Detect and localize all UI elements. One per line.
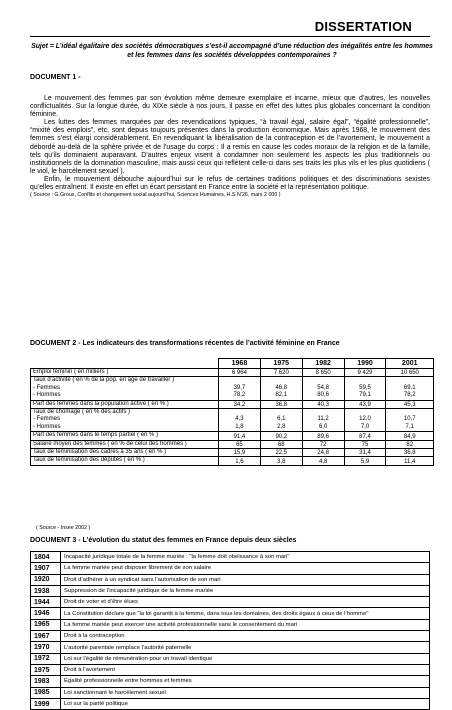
event-text: Loi sur l’égalité de rémunération pour un travail identique — [61, 653, 430, 664]
row-label: Emploi féminin ( en milliers ) — [31, 369, 219, 377]
table-row: Emploi féminin ( en milliers ) 6 964 7 620 8 650 9 429 10 650 — [31, 369, 434, 377]
event-year: 1985 — [31, 687, 61, 698]
history-row — [31, 574, 430, 585]
year-header: 1982 — [302, 359, 344, 369]
event-text: Droit à l’avortement — [61, 664, 430, 675]
event-year: 1938 — [31, 585, 61, 596]
history-row — [31, 619, 430, 630]
row-label: Part des femmes dans le temps partiel ( en % ) — [31, 432, 219, 440]
page-title: DISSERTATION — [314, 19, 412, 34]
doc1-source: ( Source : G.Groux, Conflits et changement social aujourd’hui, Sciences Humaines, H.S N’26, mars 2 000 ) — [30, 192, 281, 199]
year-header: 1990 — [344, 359, 386, 369]
event-text: Droit d’adhérer à un syndicat sans l’autorisation de son mari — [61, 574, 430, 585]
table-row: Taux d’activité ( en % de la pop. en âge de travailler ) - Femmes - Hommes 39,7 78,2 46,8 82,1 54,8 80,6 59,5 79,1 69,1 78,2 — [31, 377, 434, 400]
event-text: Suppression de l’incapacité juridique de la femme mariée — [61, 585, 430, 596]
event-year: 1804 — [31, 552, 61, 563]
event-text: La Constitution déclare que "la loi garantit à la femme, dans tous les domaines, des droits égaux à ceux de l’homme" — [61, 608, 430, 619]
history-row — [31, 563, 430, 574]
table-row: Part des femmes dans le temps partiel ( en % ) 91,4 90,2 89,6 87,4 84,9 — [31, 432, 434, 440]
event-text: Égalité professionnelle entre hommes et femmes — [61, 676, 430, 687]
history-row — [31, 664, 430, 675]
history-row — [31, 631, 430, 642]
row-label: Part des femmes dans la population active ( en % ) — [31, 400, 219, 408]
doc1-paragraph: Enfin, le mouvement débouche aujourd’hui sur le refus de certaines traditions politiques et des discriminations sexistes qu’elles entraînent. Il existe en effet un écart persistant en France entre la société et la représentation politique. — [30, 175, 430, 192]
history-row — [31, 608, 430, 619]
event-text: Droit à la contraception — [61, 631, 430, 642]
history-row — [31, 687, 430, 698]
table-row: Part des femmes dans la population active ( en % ) 34,2 36,8 40,3 43,9 45,3 — [31, 400, 434, 408]
subject: Sujet = L’idéal égalitaire des sociétés démocratiques s’est-il accompagné d’une réduction des inégalités entre les hommes et les femmes dans les sociétés développées contemporaines ? — [31, 43, 433, 59]
year-header: 2001 — [386, 359, 434, 369]
event-text: La femme mariée peut disposer librement de son salaire — [61, 563, 430, 574]
row-label: Taux d’activité ( en % de la pop. en âge de travailler ) - Femmes - Hommes — [31, 377, 219, 400]
event-year: 1920 — [31, 574, 61, 585]
event-year: 1972 — [31, 653, 61, 664]
year-header: 1975 — [260, 359, 302, 369]
event-year: 1967 — [31, 631, 61, 642]
table-row: Taux de chômage ( en % des actifs ) - Femmes - Hommes 4,3 1,8 6,1 2,8 11,2 6,0 12,0 7,0 10,7 7,1 — [31, 409, 434, 432]
event-year: 1999 — [31, 698, 61, 709]
row-label: Salaire moyen des femmes ( en % de celui des hommes ) — [31, 440, 219, 448]
event-text: Loi sur la parité politique — [61, 698, 430, 709]
row-label: Taux de chômage ( en % des actifs ) - Femmes - Hommes — [31, 409, 219, 432]
doc2-source: ( Source - Insee 2002 ) — [36, 525, 91, 531]
event-text: Incapacité juridique totale de la femme mariée : "la femme doit obéissance à son mari" — [61, 552, 430, 563]
history-row — [31, 552, 430, 563]
table-row: Taux de féminisation des députés ( en % ) 1,6 3,8 4,8 5,9 11,4 — [31, 457, 434, 465]
doc1-paragraph: Les luttes des femmes marquées par des revendications typiques, “à travail égal, salaire égal”, “égalité professionnelle”, “mixité des emplois”, etc, sont depuis toujours présentes dans la production économique. Mais après 1968, le mouvement des femmes s’est élargi considérablement. En revendiquant la libéralisation de la contraception et de l’avortement, le mouvement a débordé au-delà de la sphère privée et de l’usage du corps : Il a remis en cause les codes moraux de la religion et de la famille, tels qu’ils dominaient auparavant. D’autres enjeux visent à condamner non seulement les aspects les plus traditionnels ou institutionnels de la domination masculine, mais aussi ceux qui reflètent celle-ci dans ses traits les plus vils et les plus quotidiens ( le viol, le harcèlement sexuel ). — [30, 119, 430, 175]
event-year: 1946 — [31, 608, 61, 619]
event-year: 1907 — [31, 563, 61, 574]
event-text: Loi sanctionnant le harcèlement sexuel — [61, 687, 430, 698]
title-bar — [30, 19, 430, 37]
history-table — [30, 551, 430, 710]
doc1-text — [30, 95, 430, 199]
event-text: L’autorité parentale remplace l’autorité paternelle — [61, 642, 430, 653]
indicators-table — [30, 358, 434, 466]
table-row: Salaire moyen des femmes ( en % de celui des hommes ) 65 68 72 75 82 — [31, 440, 434, 448]
table-header-row — [31, 359, 434, 369]
event-year: 1983 — [31, 676, 61, 687]
doc1-paragraph: Le mouvement des femmes par son évolution même demeure exemplaire et incarne, mieux que d’autres, les nouvelles conflictualités. Sur la longue durée, du XIXe siècle à nos jours, il passe en effet des luttes plus globales concernant la condition féminine. — [30, 95, 430, 119]
doc1-heading: DOCUMENT 1 - — [30, 74, 81, 81]
event-text: Droit de voter et d’être élues — [61, 597, 430, 608]
history-row — [31, 698, 430, 709]
year-header: 1968 — [219, 359, 261, 369]
history-row — [31, 642, 430, 653]
doc2-heading: DOCUMENT 2 - Les indicateurs des transformations récentes de l’activité féminine en France — [30, 340, 340, 347]
row-label: Taux de féminisation des députés ( en % ) — [31, 457, 219, 465]
history-row — [31, 653, 430, 664]
event-year: 1975 — [31, 664, 61, 675]
history-row — [31, 585, 430, 596]
history-row — [31, 676, 430, 687]
history-row — [31, 597, 430, 608]
event-year: 1970 — [31, 642, 61, 653]
table-row: Taux de féminisation des cadres à 35 ans ( en % ) 15,9 22,5 24,8 31,4 36,8 — [31, 449, 434, 457]
row-label: Taux de féminisation des cadres à 35 ans ( en % ) — [31, 449, 219, 457]
event-text: La femme mariée peut exercer une activité professionnelle sans le consentement du mari — [61, 619, 430, 630]
event-year: 1965 — [31, 619, 61, 630]
doc3-heading: DOCUMENT 3 - L’évolution du statut des femmes en France depuis deux siècles — [30, 537, 297, 544]
event-year: 1944 — [31, 597, 61, 608]
